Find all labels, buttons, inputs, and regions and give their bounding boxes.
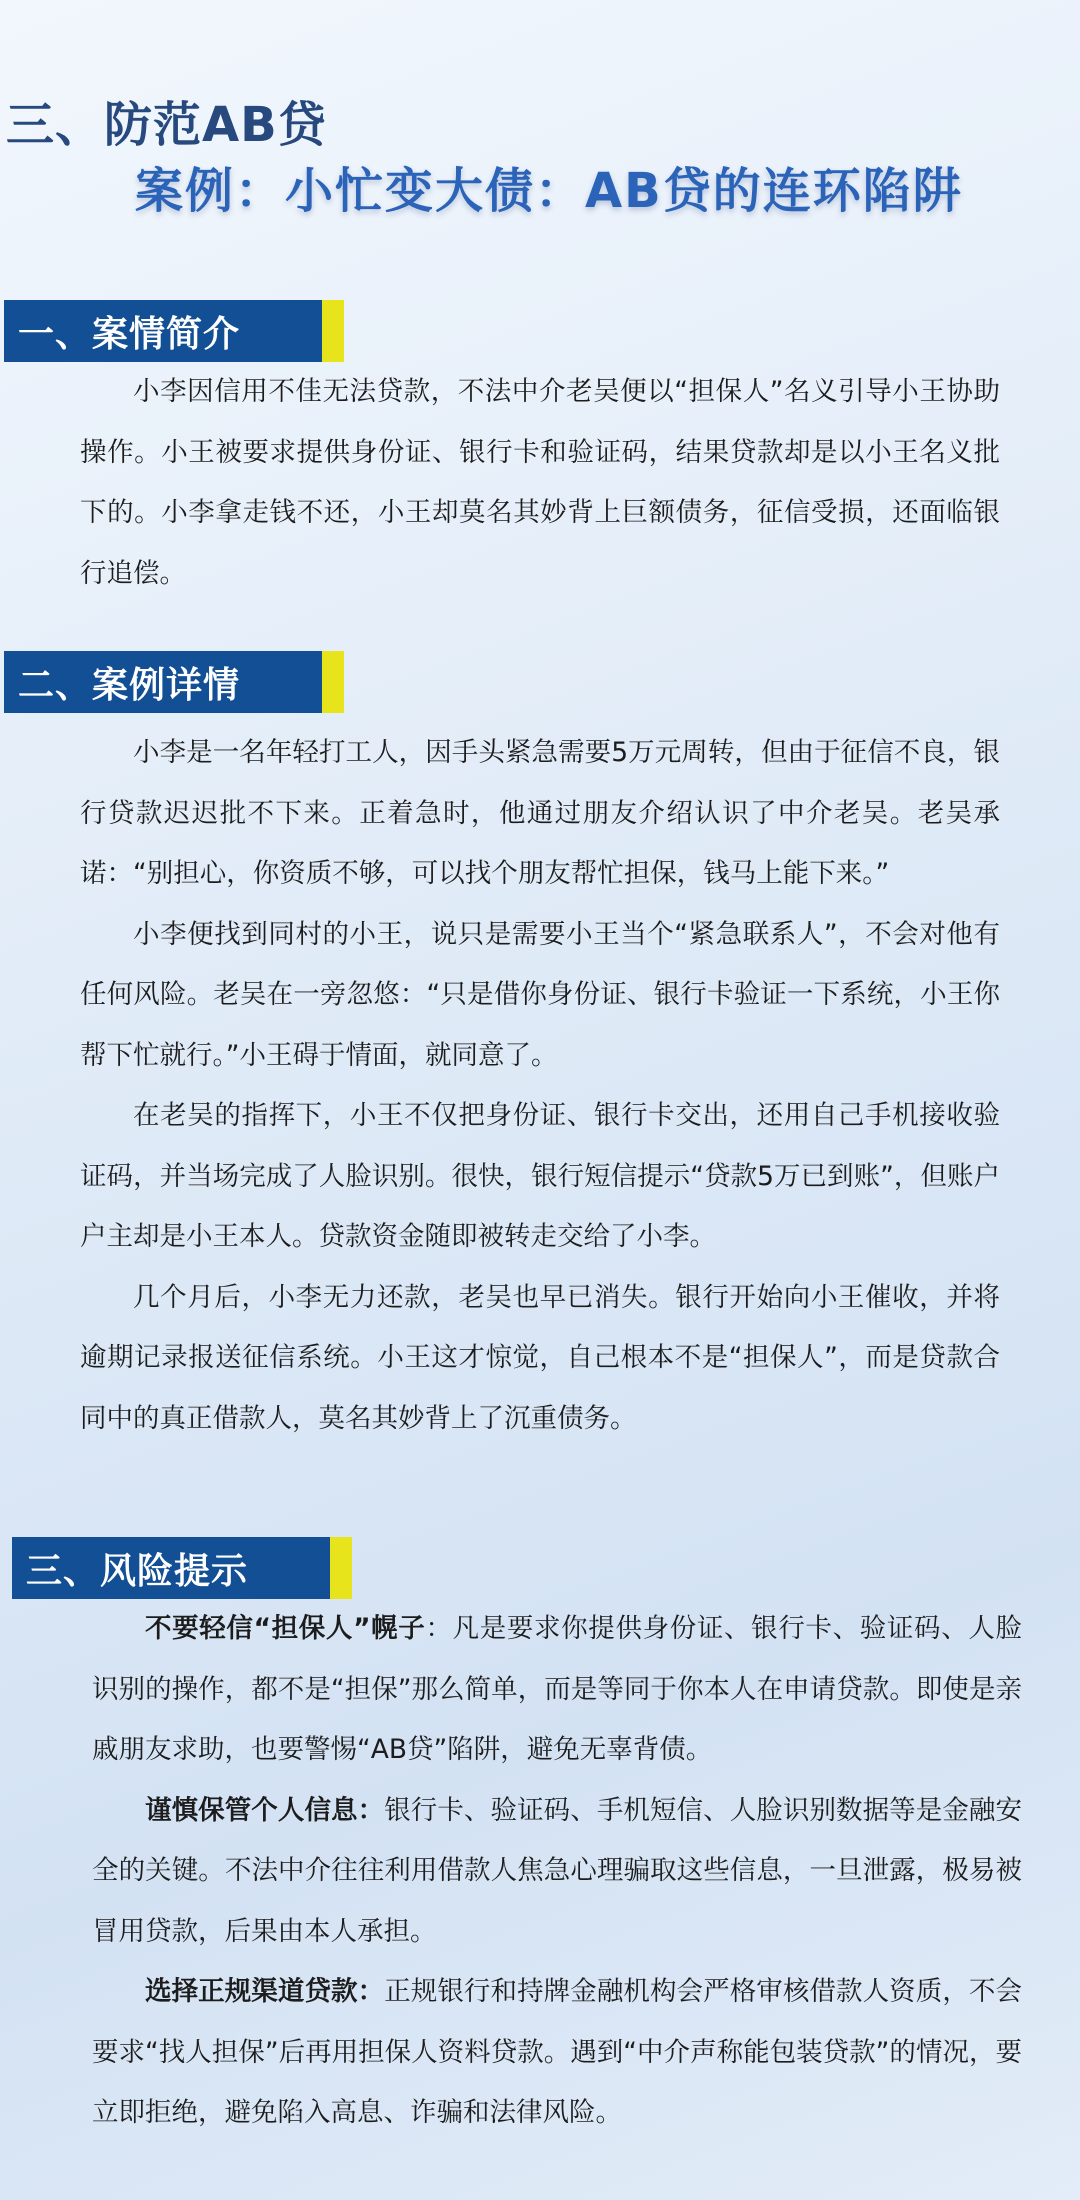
tip-text: 正规银行和持牌金融机构会严格审核借款人资质，不会要求“找人担保”后再用担保人资料贷款。遇到“中介声称能包装贷款”的情况，要立即拒绝，避免陷入高息、诈骗和法律风险。	[92, 1976, 1022, 2128]
details-text	[80, 723, 1000, 1449]
accent-bar	[330, 1537, 352, 1599]
section-heading: 一、案情简介	[4, 300, 322, 362]
tip-item	[92, 1599, 1022, 1781]
page-title: 三、防范AB贷	[6, 97, 327, 153]
paragraph: 在老吴的指挥下，小王不仅把身份证、银行卡交出，还用自己手机接收验证码，并当场完成了人脸识别。很快，银行短信提示“贷款5万已到账”，但账户户主却是小王本人。贷款资金随即被转走交给了小李。	[80, 1100, 1000, 1252]
risk-tips	[92, 1599, 1022, 2144]
summary-text	[80, 362, 1000, 604]
paragraph: 几个月后，小李无力还款，老吴也早已消失。银行开始向小王催收，并将逾期记录报送征信系统。小王这才惊觉，自己根本不是“担保人”，而是贷款合同中的真正借款人，莫名其妙背上了沉重债务。	[80, 1281, 1000, 1434]
tip-lead: 谨慎保管个人信息：	[145, 1794, 385, 1826]
tip-item	[92, 1962, 1022, 2144]
paragraph: 小李是一名年轻打工人，因手头紧急需要5万元周转，但由于征信不良，银行贷款迟迟批不下来。正着急时，他通过朋友介绍认识了中介老吴。老吴承诺：“别担心，你资质不够，可以找个朋友帮忙担保，钱马上能下来。”	[80, 737, 1000, 889]
tip-text: ：凡是要求你提供身份证、银行卡、验证码、人脸识别的操作，都不是“担保”那么简单，而是等同于你本人在申请贷款。即使是亲戚朋友求助，也要警惕“AB贷”陷阱，避免无辜背债。	[92, 1613, 1022, 1765]
section-heading: 二、案例详情	[4, 651, 322, 713]
section-heading: 三、风险提示	[12, 1537, 330, 1599]
section-header-risk	[12, 1537, 352, 1599]
section-header-details	[4, 651, 344, 713]
accent-bar	[322, 651, 344, 713]
accent-bar	[322, 300, 344, 362]
tip-text: 银行卡、验证码、手机短信、人脸识别数据等是金融安全的关键。不法中介往往利用借款人焦急心理骗取这些信息，一旦泄露，极易被冒用贷款，后果由本人承担。	[92, 1794, 1022, 1947]
tip-item	[92, 1781, 1022, 1963]
case-title: 案例：小忙变大债：AB贷的连环陷阱	[135, 163, 963, 219]
paragraph: 小李便找到同村的小王，说只是需要小王当个“紧急联系人”，不会对他有任何风险。老吴在一旁忽悠：“只是借你身份证、银行卡验证一下系统，小王你帮下忙就行。”小王碍于情面，就同意了。	[80, 918, 1000, 1071]
tip-lead: 不要轻信“担保人”幌子	[145, 1613, 426, 1644]
paragraph: 小李因信用不佳无法贷款，不法中介老吴便以“担保人”名义引导小王协助操作。小王被要求提供身份证、银行卡和验证码，结果贷款却是以小王名义批下的。小李拿走钱不还，小王却莫名其妙背上巨额债务，征信受损，还面临银行追偿。	[80, 376, 1000, 589]
section-header-summary	[4, 300, 344, 362]
tip-lead: 选择正规渠道贷款：	[145, 1976, 385, 2007]
